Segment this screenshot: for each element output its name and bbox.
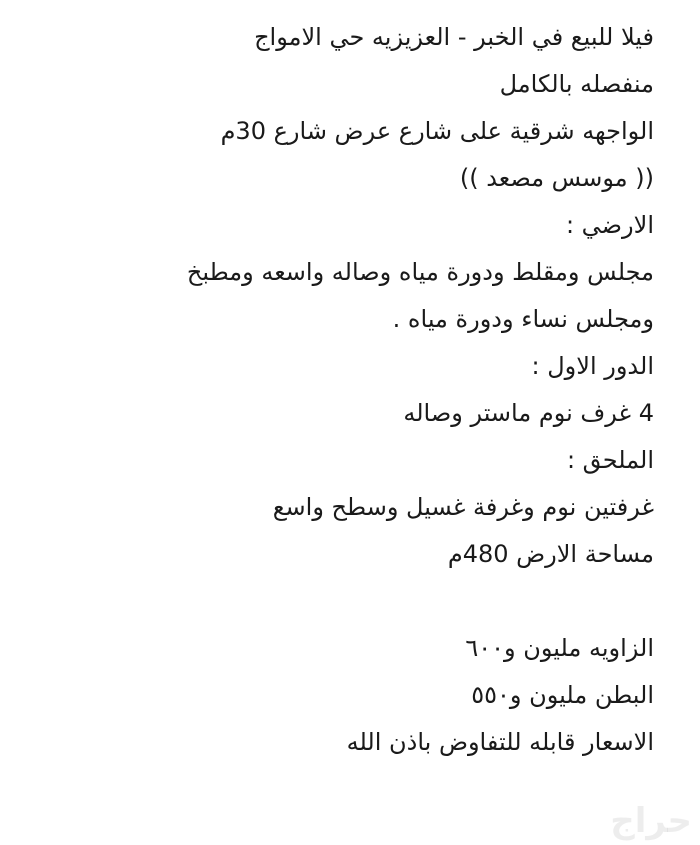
- title-line: فيلا للبيع في الخبر - العزيزيه حي الامواج: [254, 23, 654, 51]
- detail-line: (( موسس مصعد )): [459, 164, 654, 192]
- watermark-logo: حراج: [610, 801, 692, 841]
- detail-line: منفصله بالكامل: [499, 70, 654, 98]
- detail-line: مساحة الارض 480م: [447, 540, 654, 568]
- detail-line: 4 غرف نوم ماستر وصاله: [403, 399, 654, 427]
- detail-line: الواجهه شرقية على شارع عرض شارع 30م: [220, 117, 654, 145]
- blank-line: [34, 578, 654, 625]
- section-heading: الارضي :: [565, 211, 654, 239]
- detail-line: ومجلس نساء ودورة مياه .: [392, 305, 654, 333]
- price-line: الزاويه مليون و٦٠٠: [465, 634, 654, 662]
- note-line: الاسعار قابله للتفاوض باذن الله: [346, 728, 654, 756]
- detail-line: غرفتين نوم وغرفة غسيل وسطح واسع: [272, 493, 654, 521]
- section-heading: الدور الاول :: [531, 352, 654, 380]
- price-line: البطن مليون و٥٥٠: [471, 681, 654, 709]
- detail-line: مجلس ومقلط ودورة مياه وصاله واسعه ومطبخ: [186, 258, 654, 286]
- section-heading: الملحق :: [566, 446, 654, 474]
- listing-description: [34, 14, 654, 766]
